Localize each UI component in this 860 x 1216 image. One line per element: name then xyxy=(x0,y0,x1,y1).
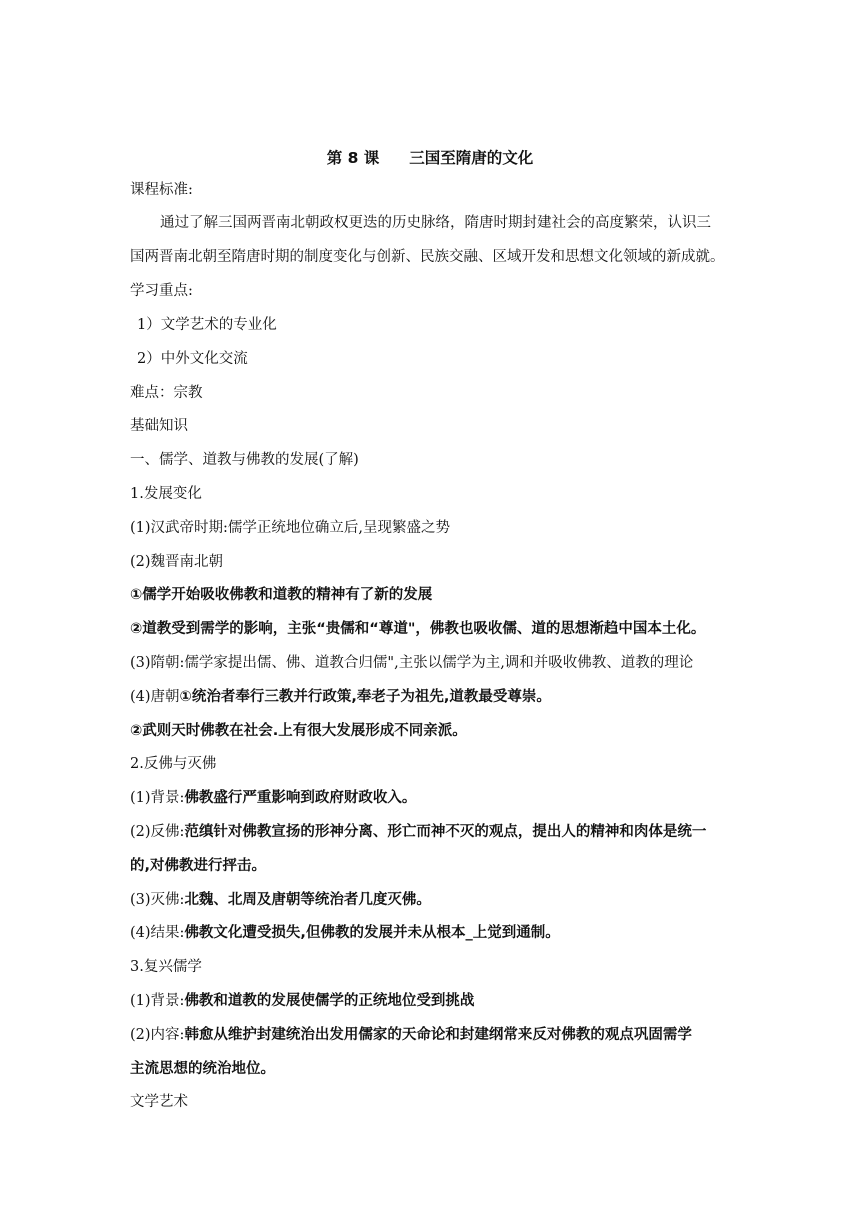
text-line: ②武则天时佛教在社会.上有很大发展形成不同亲派。 xyxy=(130,723,467,739)
text-line xyxy=(130,687,551,707)
text-line: 文学艺术 xyxy=(130,1094,188,1110)
text-line xyxy=(130,1025,692,1045)
line-content: 佛教盛行严重影响到政府财政收入。 xyxy=(184,790,417,806)
text-line xyxy=(130,991,474,1011)
text-line xyxy=(130,788,416,808)
text-line: (1)汉武帝时期:儒学正统地位确立后,呈现繁盛之势 xyxy=(130,520,451,536)
line-content: 佛教文化遭受损失,但佛教的发展并未从根本_上觉到通制。 xyxy=(184,925,560,941)
line-content: 佛教和道教的发展使儒学的正统地位受到挑战 xyxy=(184,993,475,1009)
line-content: ①统治者奉行三教并行政策,奉老子为祖先,道教最受尊崇。 xyxy=(179,689,551,705)
line-label: (1)背景: xyxy=(130,790,185,806)
text-line xyxy=(130,890,431,910)
text-line: 2）中外文化交流 xyxy=(137,351,248,367)
line-label: (1)背景: xyxy=(130,993,185,1009)
text-line: 难点：宗教 xyxy=(130,385,203,401)
lesson-topic: 三国至隋唐的文化 xyxy=(409,149,534,167)
text-line: 3.复兴儒学 xyxy=(130,959,202,975)
line-label: (3)灭佛: xyxy=(130,892,185,908)
line-content: 韩愈从维护封建统治出发用儒家的天命论和封建纲常来反对佛教的观点巩固需学 xyxy=(184,1027,692,1043)
line-content: 北魏、北周及唐朝等统治者几度灭佛。 xyxy=(184,892,431,908)
text-line xyxy=(130,822,706,842)
line-label: (2)内容: xyxy=(130,1027,185,1043)
text-line xyxy=(130,923,560,943)
text-line: ①儒学开始吸收佛教和道教的精神有了新的发展 xyxy=(130,587,433,603)
line-label: (4)结果: xyxy=(130,925,185,941)
page-title xyxy=(0,146,860,168)
text-line: 的,对佛教进行抨击。 xyxy=(130,858,267,874)
text-line: (3)隋朝:儒学家提出儒、佛、道教合归儒",主张以儒学为主,调和并吸收佛教、道教的理论 xyxy=(130,655,694,671)
text-line: (2)魏晋南北朝 xyxy=(130,554,224,570)
text-line: 一、儒学、道教与佛教的发展(了解) xyxy=(130,452,359,468)
text-line: 主流思想的统治地位。 xyxy=(130,1061,275,1077)
text-line: ②道教受到需学的影响，主张“贵儒和“尊道"，佛教也吸收儒、道的思想渐趋中国本土化。 xyxy=(130,621,706,637)
text-line: 学习重点: xyxy=(130,283,193,299)
text-line: 1）文学艺术的专业化 xyxy=(137,317,277,333)
text-line: 课程标准: xyxy=(130,182,193,198)
text-line: 2.反佛与灭佛 xyxy=(130,756,217,772)
lesson-number: 第 8 课 xyxy=(326,149,380,167)
line-label: (2)反佛: xyxy=(130,824,185,840)
text-line: 国两晋南北朝至隋唐时期的制度变化与创新、民族交融、区域开发和思想文化领域的新成就。 xyxy=(130,249,725,265)
line-label: (4)唐朝 xyxy=(130,689,180,705)
text-line: 基础知识 xyxy=(130,418,188,434)
line-content: 范缜针对佛教宣扬的形神分离、形亡而神不灭的观点，提出人的精神和肉体是统一 xyxy=(184,824,707,840)
text-line: 1.发展变化 xyxy=(130,486,202,502)
text-line: 通过了解三国两晋南北朝政权更迭的历史脉络，隋唐时期封建社会的高度繁荣，认识三 xyxy=(160,215,711,231)
